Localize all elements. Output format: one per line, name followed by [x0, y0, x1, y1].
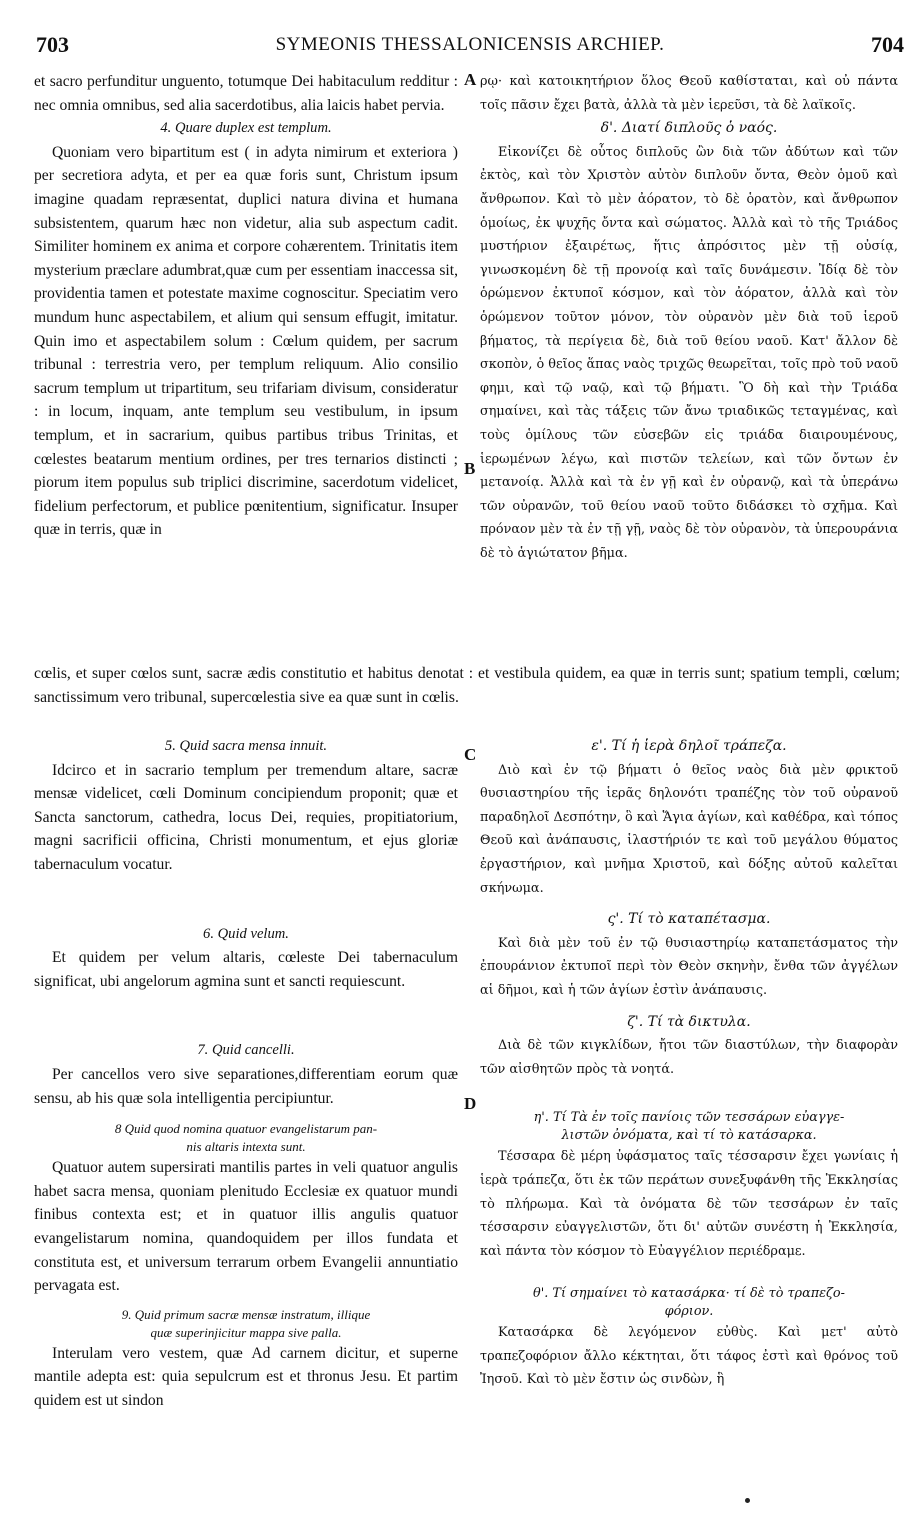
latin-heading-8-line1: 8 Quid quod nomina quatuor evangelistarum pan- [114, 1121, 378, 1137]
latin-column-top [34, 70, 458, 542]
latin-heading-8-line2: nis altaris intexta sunt. [186, 1139, 306, 1155]
latin-paragraph-4: Quoniam vero bipartitum est ( in adyta nimirum et exteriora ) per secretiora adyta, et per ea quæ foris sunt, Christum ipsum imagine quadam repræsentat, duplici natura divina et humana subsistentem, quarum hæc non videtur, alia sub aspectum cadit. Similiter hominem ex anima et corpore cohærentem. Trinitatis item mysterium præclare adumbrat,quæ cum per essentiam inaccessa sit, providentia tamen et potestate maxime cognoscitur. Speciatim vero mundum hunc aspectabilem, et alium qui sensum effugit, imitatur. Quin imo et aspectabilem solum : Cœlum quidem, per sacrum tribunal : terrestria vero, per templum reliquum. Alio consilio sacrum templum ut tripartitum, seu trifariam divisum, consideratur : in locum, inquam, ante templum seu vestibulum, in ipsum templum, et in sacrarium, quibus partibus tribus Trinitas, et cœlestes beatarum mentium ordines, per tres ternarios distincti ; piorum item populus sub triplici discrimine, sacerdotum videlicet, fidelium perfectorum, et publice pœnitentium, significatur. Insuper quæ in terris, quæ in [34, 143, 458, 539]
margin-marker-b: B [464, 459, 476, 478]
latin-paragraph-4-end: cœlis, et super cœlos sunt, sacræ ædis constitutio et habitus denotat : et vestibula quidem, ea quæ in terris sunt; spatium templi, cœlum; sanctissimum vero tribunal, supercœlestia sive ea quæ sunt in cœlis. [34, 665, 900, 706]
page-number-left: 703 [36, 32, 69, 57]
latin-column-bottom [34, 735, 458, 1412]
greek-paragraph-7: Διὰ δὲ τῶν κιγκλίδων, ἤτοι τῶν διαστύλων, τὴν διαφορὰν τῶν αἰσθητῶν πρὸς τὰ νοητά. [480, 1038, 898, 1077]
greek-heading-8-line1: η'. Τί Τὰ ἐν τοῖς πανίοις τῶν τεσσάρων εὐαγγε- [533, 1110, 845, 1126]
greek-heading-9-line2: φόριον. [664, 1304, 714, 1320]
latin-heading-7: 7. Quid cancelli. [197, 1042, 295, 1059]
margin-marker-c: C [464, 745, 477, 764]
greek-column-bottom [480, 735, 898, 1392]
greek-heading-7: ζ'. Τί τὰ δικτυλα. [627, 1013, 751, 1030]
margin-marker-a: A [464, 70, 477, 89]
greek-heading-5: ε'. Τί ἡ ἱερὰ δηλοῖ τράπεζα. [591, 738, 787, 754]
latin-paragraph-8: Quatuor autem supersirati mantilis partes in veli quatuor angulis habet sacra mensa, quoniam plenitudo Ecclesiæ ex quatuor mundi finibus contexta est; et in quatuor illis angulis quatuor evangelistarum nomina, quandoquidem per illos fundata et constituta est, et universum terrarum orbem Evangelii annuntiatio pervagata est. [34, 1159, 458, 1295]
latin-heading-5: 5. Quid sacra mensa innuit. [164, 738, 328, 754]
greek-column-top [480, 70, 898, 565]
latin-intro: et sacro perfunditur unguento, totumque Dei habitaculum redditur : nec omnia omnibus, sed alia sacerdotibus, alia laicis habet pervia. [34, 73, 458, 114]
greek-heading-9-line1: θ'. Τί σημαίνει τὸ κατασάρκα· τί δὲ τὸ τραπεζο- [533, 1286, 845, 1302]
latin-paragraph-9: Interulam vero vestem, quæ Ad carnem dicitur, et superne mantile adepta est: quia sepulcrum est et thronus Jesu. Et partim quidem est ut sindon [34, 1344, 458, 1409]
greek-heading-8-line2: λιστῶν ὀνόματα, καὶ τί τὸ κατάσαρκα. [561, 1128, 817, 1144]
greek-intro: ρῳ· καὶ κατοικητήριον ὅλος Θεοῦ καθίσταται, καὶ οὐ πάντα τοῖς πᾶσιν ἔχει βατὰ, ἀλλὰ τὰ μὲν ἱερεῦσι, τὰ δὲ λαϊκοῖς. [480, 74, 898, 113]
latin-fullwidth-continuation [34, 662, 900, 709]
greek-heading-6: ς'. Τί τὸ καταπέτασμα. [607, 911, 771, 928]
greek-heading-4: δ'. Διατί διπλοῦς ὁ ναός. [600, 120, 778, 137]
page-number-right: 704 [871, 32, 904, 57]
greek-paragraph-5: Διὸ καὶ ἐν τῷ βήματι ὁ θεῖος ναὸς διὰ μὲν φρικτοῦ θυσιαστηρίου τῆς ἱερᾶς δηλονότι τραπέζης τὸν τοῦ οὐρανοῦ παραδηλοῖ Δεσπότην, ὃ καὶ Ἅγια ἁγίων, καὶ καθέδρα, καὶ τόπος Θεοῦ καὶ ἀνάπαυσις, ἱλαστήριόν τε καὶ τοῦ μεγάλου θύματος ἐργαστήριον, καὶ μνῆμα Χριστοῦ, καὶ δόξης αὐτοῦ καλεῖται σκήνωμα. [480, 762, 898, 896]
latin-heading-9-line2: quæ superinjicitur mappa sive palla. [150, 1324, 342, 1340]
greek-paragraph-9: Κατασάρκα δὲ λεγόμενον εὐθὺς. Καὶ μετ' αὐτὸ τραπεζοφόριον ἄλλο κέκτηται, ὅτι τάφος ἐστὶ καὶ θρόνος τοῦ Ἰησοῦ. Καὶ τὸ μὲν ἔστιν ὡς σινδὼν, ἣ [480, 1325, 898, 1388]
latin-paragraph-6: Et quidem per velum altaris, cœleste Dei tabernaculum significat, ubi angelorum agmina sunt et sancti requiescunt. [34, 949, 458, 990]
running-title: SYMEONIS THESSALONICENSIS ARCHIEP. [275, 34, 665, 55]
margin-marker-d: D [464, 1094, 477, 1113]
latin-heading-6: 6. Quid velum. [203, 925, 289, 942]
latin-heading-4: 4. Quare duplex est templum. [160, 120, 332, 137]
latin-heading-9-line1: 9. Quid primum sacræ mensæ instratum, illique [121, 1306, 371, 1322]
greek-paragraph-8: Τέσσαρα δὲ μέρη ὑφάσματος ταῖς τέσσαρσιν ἔχει γωνίαις ἡ ἱερὰ τράπεζα, ὅτι ἐκ τῶν περάτων συνεξυφάνθη τῆς Ἐκκλησίας τὸ πλήρωμα. Καὶ τὰ ὀνόματα δὲ τῶν τεσσάρων ἐν ταῖς τέσσαρσιν εὐαγγελιστῶν, ὅτι δι' αὐτῶν συνέστη ἡ Ἐκκλησία, καὶ πάντα τὸν κόσμον τὸ Εὐαγγέλιον περιέδραμε. [480, 1149, 898, 1259]
greek-paragraph-4: Εἰκονίζει δὲ οὗτος διπλοῦς ὢν διὰ τῶν ἀδύτων καὶ τῶν ἐκτὸς, καὶ τὸν Χριστὸν αὐτὸν διπλοῦν ὄντα, Θεὸν ὁμοῦ καὶ ἄνθρωπον. Καὶ τὸ μὲν ἀόρατον, τὸ δὲ ὁρατὸν, καὶ ἄνθρωπον ὁμοίως, ἐκ ψυχῆς ὄντα καὶ σώματος. Ἀλλὰ καὶ τὸ τῆς Τριάδος μυστήριον ἐξαιρέτως, ἥτις ἀπρόσιτος μὲν τῇ οὐσίᾳ, γινωσκομένη δὲ τῇ προνοίᾳ καὶ ταῖς δυνάμεσιν. Ἰδίᾳ δὲ τὸν ὁρώμενον ἐκτυποῖ κόσμον, καὶ τὸν ἀόρατον, ἀλλὰ καὶ τὸν ὁρώμενον τοῦτον μόνον, τὸν οὐρανὸν μὲν διὰ τοῦ ἱεροῦ βήματος, τὰ περίγεια δὲ, διὰ τοῦ θείου ναοῦ. Κατ' ἄλλον δὲ σκοπὸν, ὁ θεῖος ἅπας ναὸς τριχῶς θεωρεῖται, τοῖς πρὸ τοῦ ναοῦ φημι, καὶ τῷ ναῷ, καὶ τῷ βήματι. Ὃ δὴ καὶ τὴν Τριάδα σημαίνει, καὶ τὰς τάξεις τῶν ἄνω τριαδικῶς τεταγμένας, καὶ τοὺς ὁμίλους τῶν εὐσεβῶν εἰς τριάδα διαιρουμένους, ἱερωμένων λέγω, καὶ πιστῶν τελείων, καὶ τῶν ὄντων ἐν μετανοίᾳ. Ἀλλὰ καὶ τὰ ἐν γῇ καὶ ἐν οὐρανῷ, καὶ τὰ ὑπεράνω τῶν οὐρανῶν, τοῦ θείου ναοῦ τοῦτο διδάσκει τὸ σχῆμα. Καὶ πρόναον μὲν τὰ ἐν τῇ γῇ, ναὸς δὲ τὸν οὐρανὸν, τὰ ὑπερουράνια δὲ τὸ ἁγιώτατον βῆμα. [480, 144, 898, 561]
latin-paragraph-7: Per cancellos vero sive separationes,differentiam eorum quæ sensu, ab his quæ sola intelligentia percipiuntur. [34, 1065, 458, 1107]
greek-paragraph-6: Καὶ διὰ μὲν τοῦ ἐν τῷ θυσιαστηρίῳ καταπετάσματος τὴν ἐπουράνιον ἐκτυποῖ περὶ τὸν Θεὸν σκηνὴν, ἔνθα τῶν ἀγγέλων αἱ δῆμοι, καὶ ἡ τῶν ἁγίων ἐστὶν ἀνάπαυσις. [480, 935, 898, 998]
latin-paragraph-5: Idcirco et in sacrario templum per tremendum altare, sacræ mensæ videlicet, cœli Dominum concipiendum proponit; quæ et Sancta sanctorum, cathedra, locus Dei, requies, propitiatorium, magni sacrificii officina, Christi monumentum, et ejus gloriæ tabernaculum vocatur. [34, 761, 458, 873]
running-header [36, 32, 904, 58]
ink-speck [745, 1498, 750, 1503]
